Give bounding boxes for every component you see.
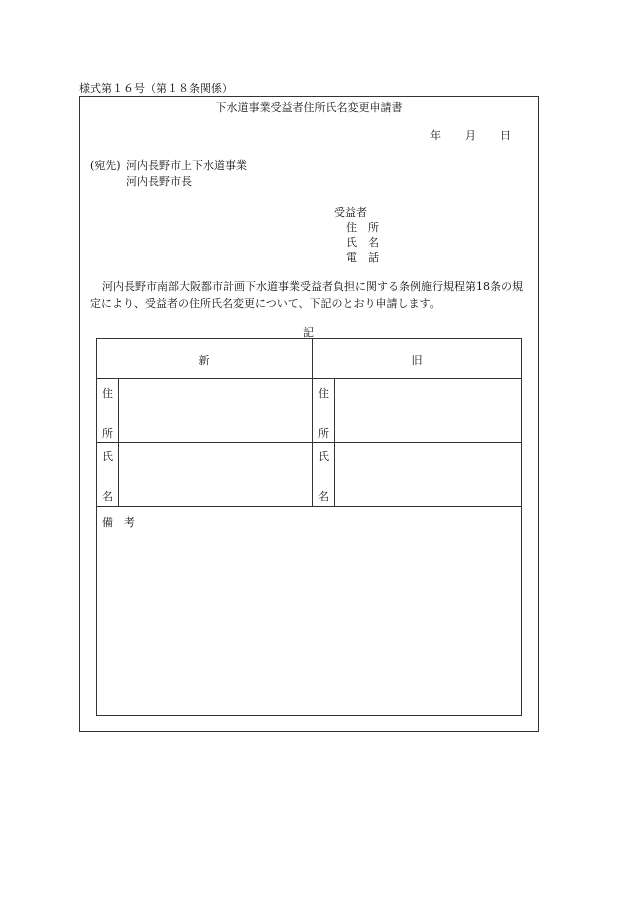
row-divider xyxy=(96,442,522,443)
addressee-prefix: (宛先) xyxy=(90,159,121,172)
old-name-label-bottom: 名 xyxy=(318,490,329,503)
old-address-label-bottom: 所 xyxy=(318,427,329,440)
row-divider xyxy=(96,378,522,379)
date-month-label: 月 xyxy=(465,129,476,142)
form-number: 様式第１６号（第１８条関係） xyxy=(79,82,233,95)
form-title: 下水道事業受益者住所氏名変更申請書 xyxy=(215,101,403,114)
ki-label: 記 xyxy=(303,326,314,339)
applicant-name-label: 氏 名 xyxy=(346,236,379,249)
new-address-label-top: 住 xyxy=(102,387,113,400)
label-divider-new xyxy=(118,378,119,506)
old-address-label-top: 住 xyxy=(318,387,329,400)
addressee-line1: 河内長野市上下水道事業 xyxy=(126,159,247,172)
remarks-label: 備 考 xyxy=(102,516,135,529)
new-column-header: 新 xyxy=(198,354,210,367)
applicant-phone-label: 電 話 xyxy=(346,251,379,264)
label-divider-old xyxy=(334,378,335,506)
addressee-line2: 河内長野市長 xyxy=(126,175,192,188)
new-address-label-bottom: 所 xyxy=(102,427,113,440)
old-column-header: 旧 xyxy=(411,354,423,367)
new-name-label-top: 氏 xyxy=(102,450,113,463)
applicant-heading: 受益者 xyxy=(334,206,367,219)
change-table xyxy=(96,338,522,716)
request-body-text: 河内長野市南部大阪都市計画下水道事業受益者負担に関する条例施行規程第18条の規定により、受益者の住所氏名変更について、下記のとおり申請します。 xyxy=(90,280,523,310)
new-name-label-bottom: 名 xyxy=(102,490,113,503)
old-name-label-top: 氏 xyxy=(318,450,329,463)
applicant-address-label: 住 所 xyxy=(346,221,379,234)
row-divider xyxy=(96,506,522,507)
date-year-label: 年 xyxy=(430,129,441,142)
date-day-label: 日 xyxy=(500,129,511,142)
